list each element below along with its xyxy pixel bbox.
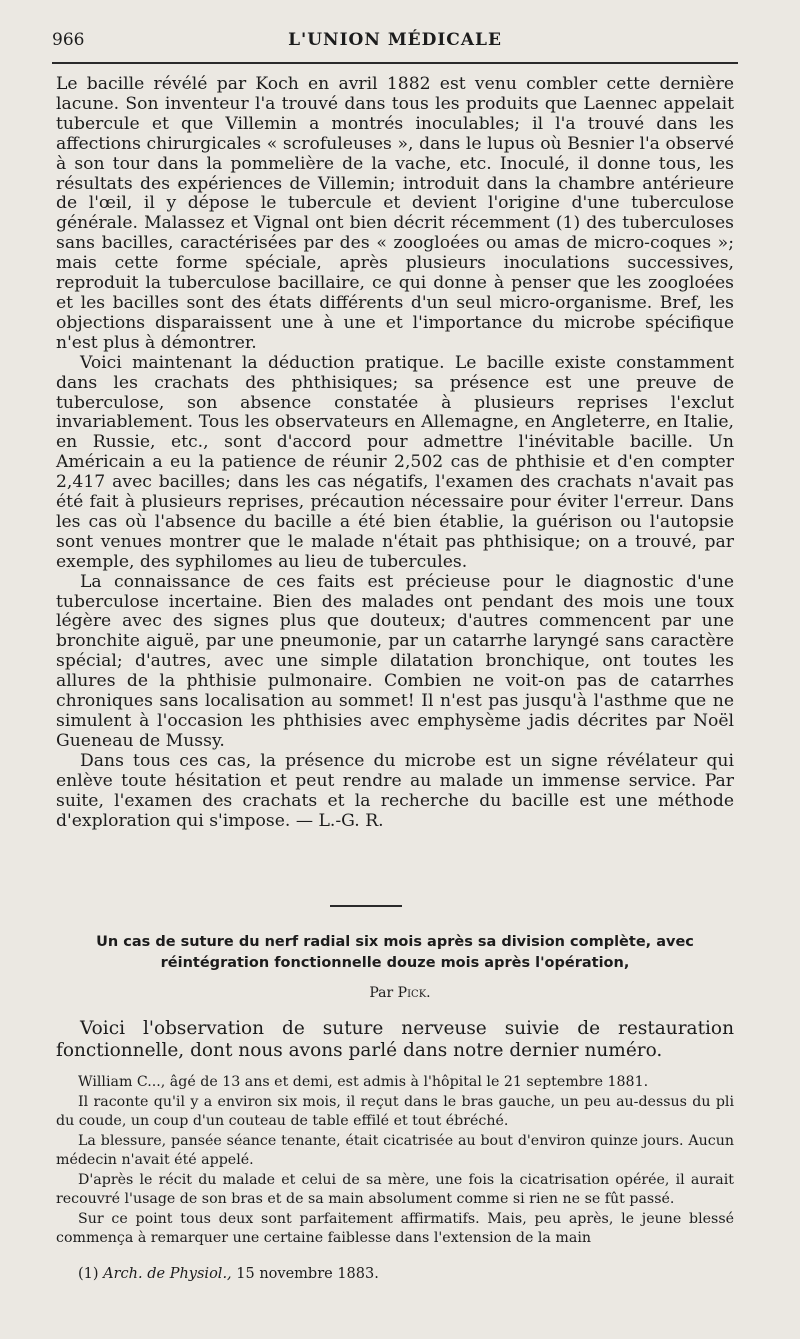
running-title: L'UNION MÉDICALE — [288, 30, 502, 50]
paragraph: Dans tous ces cas, la présence du microbe est un signe révélateur qui enlève toute hésitation et peut rendre au malade un immense service. Par suite, l'examen des crachats et la recherche du bacille est une méthode d'exploration qui s'impose. — L.-G. R. — [56, 750, 734, 831]
case-paragraph: D'après le récit du malade et celui de sa mère, une fois la cicatrisation opérée, il aurait recouvré l'usage de son bras et de sa main absolument comme si rien ne se fût passé. — [56, 1171, 734, 1207]
page-number: 966 — [52, 30, 85, 50]
footnote-marker: (1) — [78, 1266, 99, 1282]
case-paragraph: La blessure, pansée séance tenante, était cicatrisée au bout d'environ quinze jours. Aucun médecin n'avait été appelé. — [56, 1132, 734, 1168]
case-paragraph: Il raconte qu'il y a environ six mois, il reçut dans le bras gauche, un peu au-dessus du pli du coude, un coup d'un couteau de table effilé et tout ébréché. — [56, 1093, 734, 1129]
case-paragraph: William C..., âgé de 13 ans et demi, est admis à l'hôpital le 21 septembre 1881. — [78, 1074, 649, 1090]
case-paragraph: Sur ce point tous deux sont parfaitement affirmatifs. Mais, peu après, le jeune blessé commença à remarquer une certaine faiblesse dans l'extension de la main — [56, 1210, 734, 1246]
article-intro — [56, 1018, 734, 1062]
editorial-body — [56, 75, 734, 831]
article-title — [56, 932, 734, 974]
article-title-line-1: Un cas de suture du nerf radial six mois après sa division complète, avec — [96, 934, 694, 950]
case-report — [56, 1073, 734, 1249]
byline-prefix: Par — [369, 985, 394, 1001]
footnote-source: Arch. de Physiol., — [103, 1266, 232, 1282]
paragraph: La connaissance de ces faits est précieuse pour le diagnostic d'une tuberculose incertaine. Bien des malades ont pendant des mois une toux légère avec des signes plus que douteux; d'autres commencent par une bronchite aiguë, par une pneumonie, par un catarrhe laryngé sans caractère spécial; d'autres, avec une simple dilatation bronchique, ont toutes les allures de la phthisie pulmonaire. Combien ne voit-on pas de catarrhes chroniques sans localisation au sommet! Il n'est pas jusqu'à l'asthme que ne simulent à l'occasion les phthisies avec emphysème jadis décrites par Noël Gueneau de Mussy. — [56, 571, 734, 751]
page-header — [52, 30, 738, 60]
byline — [0, 985, 800, 1001]
section-divider — [330, 905, 402, 907]
article-title-line-2: réintégration fonctionnelle douze mois après l'opération, — [160, 955, 630, 971]
paragraph: Voici maintenant la déduction pratique. Le bacille existe constamment dans les crachats des phthisiques; sa présence est une preuve de tuberculose, son absence constatée à plusieurs reprises l'exclut invariablement. Tous les observateurs en Allemagne, en Angleterre, en Italie, en Russie, etc., sont d'accord pour admettre l'inévitable bacille. Un Américain a eu la patience de réunir 2,502 cas de phthisie et d'en compter 2,417 avec bacilles; dans les cas négatifs, l'examen des crachats n'avait pas été fait à plusieurs reprises, précaution nécessaire pour éviter l'erreur. Dans les cas où l'absence du bacille a été bien établie, la guérison ou l'autopsie sont venues montrer que le malade n'était pas phthisique; on a trouvé, par exemple, des syphilomes au lieu de tubercules. — [56, 352, 734, 572]
paragraph: Le bacille révélé par Koch en avril 1882 est venu combler cette dernière lacune. Son inventeur l'a trouvé dans tous les produits que Laennec appelait tubercule et que Villemin a montrés inoculables; il l'a trouvé dans les affections chirurgicales « scrofuleuses », dans le lupus où Besnier l'a observé à son tour dans la pommelière de la vache, etc. Inoculé, il donne tous, les résultats des expériences de Villemin; introduit dans la chambre antérieure de l'œil, il y dépose le tubercule et devient l'origine d'une tuberculose générale. Malassez et Vignal ont bien décrit récemment (1) des tuberculoses sans bacilles, caractérisées par des « zoogloées ou amas de micro-coques »; mais cette forme spéciale, après plusieurs inoculations successives, reproduit la tuberculose bacillaire, ce qui donne à penser que les zoogloées et les bacilles sont des états différents d'un seul micro-organisme. Bref, les objections disparaissent une à une et l'importance du microbe spécifique n'est plus à démontrer. — [56, 74, 734, 353]
intro-paragraph: Voici l'observation de suture nerveuse suivie de restauration fonctionnelle, dont nous avons parlé dans notre dernier numéro. — [56, 1018, 734, 1061]
footnote — [78, 1266, 734, 1282]
footnote-date: 15 novembre 1883. — [236, 1266, 379, 1282]
header-rule — [52, 62, 738, 64]
byline-author: Pick. — [397, 985, 431, 1001]
